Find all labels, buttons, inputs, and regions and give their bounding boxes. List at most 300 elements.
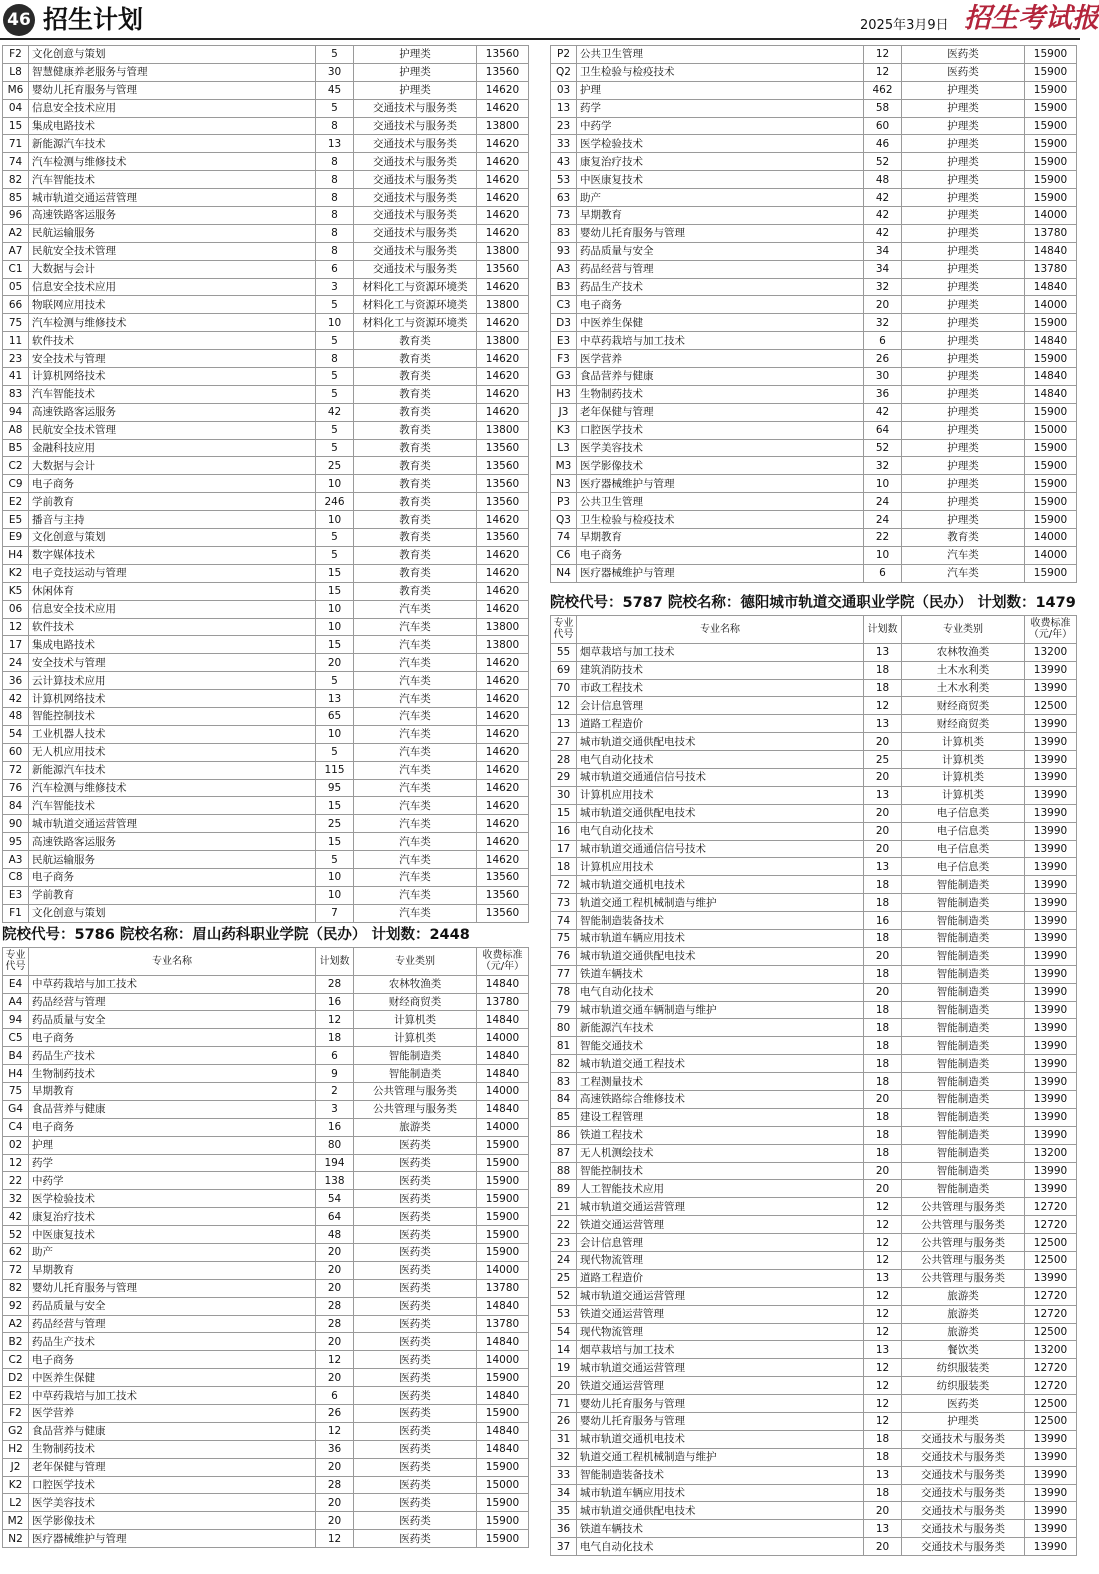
tuition-fee: 15900 (1025, 46, 1077, 64)
major-code: E2 (3, 1387, 29, 1405)
major-name: 早期教育 (577, 529, 864, 547)
plan-count: 12 (864, 1305, 902, 1323)
table-row (3, 690, 529, 708)
table-row (551, 546, 1077, 564)
tuition-fee: 13560 (477, 868, 529, 886)
tuition-fee: 13990 (1025, 1538, 1077, 1556)
plan-count: 18 (864, 876, 902, 894)
plan-count: 25 (864, 751, 902, 769)
table-row (551, 1198, 1077, 1216)
major-name: 城市轨道交通运营管理 (577, 1198, 864, 1216)
major-code: 43 (551, 153, 577, 171)
tuition-fee: 14000 (1025, 207, 1077, 225)
table-row (551, 912, 1077, 930)
major-name: 电子竞技运动与管理 (29, 564, 316, 582)
plan-count: 18 (864, 894, 902, 912)
major-category: 纺织服装类 (902, 1359, 1025, 1377)
tuition-fee: 13990 (1025, 1430, 1077, 1448)
table-row (551, 385, 1077, 403)
plan-count: 42 (316, 403, 354, 421)
major-category: 智能制造类 (902, 876, 1025, 894)
tuition-fee: 13200 (1025, 1341, 1077, 1359)
major-code: 02 (3, 1136, 29, 1154)
plan-count: 24 (864, 511, 902, 529)
major-category: 材料化工与资源环境类 (354, 314, 477, 332)
tuition-fee: 12500 (1025, 1252, 1077, 1270)
table-row (3, 546, 529, 564)
major-name: 药品经营与管理 (29, 1315, 316, 1333)
plan-count: 18 (864, 1001, 902, 1019)
plan-count: 20 (316, 1369, 354, 1387)
header-major-code: 专业代号 (3, 947, 29, 975)
major-name: 智能交通技术 (577, 1037, 864, 1055)
major-code: E2 (3, 493, 29, 511)
table-row (551, 894, 1077, 912)
tuition-fee: 15900 (1025, 63, 1077, 81)
major-code: L8 (3, 63, 29, 81)
major-code: 71 (3, 135, 29, 153)
major-code: B2 (3, 1333, 29, 1351)
plan-count: 18 (864, 1126, 902, 1144)
tuition-fee: 14000 (1025, 546, 1077, 564)
tuition-fee: 13990 (1025, 1180, 1077, 1198)
tuition-fee: 13990 (1025, 715, 1077, 733)
major-name: 道路工程造价 (577, 715, 864, 733)
major-name: 早期教育 (577, 207, 864, 225)
plan-count: 8 (316, 350, 354, 368)
table-row (3, 1261, 529, 1279)
major-code: 52 (3, 1226, 29, 1244)
major-code: 54 (551, 1323, 577, 1341)
major-code: Q2 (551, 63, 577, 81)
major-name: 会计信息管理 (577, 1234, 864, 1252)
major-code: P3 (551, 493, 577, 511)
table-row (551, 1126, 1077, 1144)
tuition-fee: 14000 (477, 1351, 529, 1369)
table-row (551, 643, 1077, 661)
plan-count: 5 (316, 368, 354, 386)
major-name: 电子商务 (29, 868, 316, 886)
plan-count: 20 (864, 1502, 902, 1520)
major-name: 中医康复技术 (29, 1226, 316, 1244)
table-row (3, 886, 529, 904)
major-code: 93 (551, 242, 577, 260)
table-row (3, 135, 529, 153)
tuition-fee: 14620 (477, 815, 529, 833)
tuition-fee: 15900 (477, 1136, 529, 1154)
tuition-fee: 13800 (477, 618, 529, 636)
major-code: C3 (551, 296, 577, 314)
plan-count: 5 (316, 529, 354, 547)
major-code: 62 (3, 1244, 29, 1262)
major-name: 医学影像技术 (29, 1512, 316, 1530)
major-category: 医药类 (902, 63, 1025, 81)
table-row (551, 1430, 1077, 1448)
major-category: 材料化工与资源环境类 (354, 296, 477, 314)
table-row (3, 1494, 529, 1512)
table-row (551, 1252, 1077, 1270)
major-category: 汽车类 (354, 636, 477, 654)
major-name: 文化创意与策划 (29, 904, 316, 922)
major-category: 智能制造类 (902, 1055, 1025, 1073)
table-row (551, 1395, 1077, 1413)
major-code: 48 (3, 707, 29, 725)
major-name: 城市轨道交通工程技术 (577, 1055, 864, 1073)
table-row (3, 99, 529, 117)
major-name: 学前教育 (29, 493, 316, 511)
tuition-fee: 13780 (1025, 260, 1077, 278)
major-category: 汽车类 (354, 851, 477, 869)
plan-count: 8 (316, 153, 354, 171)
major-code: 72 (3, 761, 29, 779)
plan-count: 20 (864, 983, 902, 1001)
major-name: 卫生检验与检疫技术 (577, 63, 864, 81)
plan-count: 115 (316, 761, 354, 779)
plan-count: 18 (864, 1108, 902, 1126)
major-category: 智能制造类 (902, 965, 1025, 983)
tuition-fee: 14620 (477, 153, 529, 171)
major-code: 22 (3, 1172, 29, 1190)
tuition-fee: 13200 (1025, 1144, 1077, 1162)
plan-count: 20 (316, 1512, 354, 1530)
table-row (3, 1422, 529, 1440)
major-category: 教育类 (354, 439, 477, 457)
major-code: 20 (551, 1377, 577, 1395)
major-code: 72 (551, 876, 577, 894)
major-code: 23 (551, 117, 577, 135)
plan-count: 10 (316, 618, 354, 636)
major-category: 护理类 (902, 278, 1025, 296)
tuition-fee: 13990 (1025, 1090, 1077, 1108)
major-category: 教育类 (354, 332, 477, 350)
plan-count: 10 (316, 511, 354, 529)
header-major-name: 专业名称 (577, 615, 864, 643)
major-category: 汽车类 (902, 564, 1025, 582)
major-category: 护理类 (354, 46, 477, 64)
major-category: 医药类 (354, 1458, 477, 1476)
tuition-fee: 15900 (1025, 171, 1077, 189)
major-code: 17 (551, 840, 577, 858)
table-row (551, 1359, 1077, 1377)
major-name: 数字媒体技术 (29, 546, 316, 564)
major-code: 37 (551, 1538, 577, 1556)
major-category: 医药类 (354, 1405, 477, 1423)
major-name: 护理 (29, 1136, 316, 1154)
table-row (3, 1279, 529, 1297)
tuition-fee: 14840 (477, 1100, 529, 1118)
major-category: 医药类 (354, 1226, 477, 1244)
major-category: 护理类 (902, 403, 1025, 421)
major-category: 医药类 (354, 1530, 477, 1548)
major-code: 25 (551, 1269, 577, 1287)
plan-count: 18 (864, 1019, 902, 1037)
plan-count: 13 (864, 858, 902, 876)
tuition-fee: 15900 (1025, 439, 1077, 457)
tuition-fee: 12500 (1025, 1395, 1077, 1413)
tuition-fee: 13800 (477, 421, 529, 439)
major-code: B3 (551, 278, 577, 296)
tuition-fee: 13990 (1025, 912, 1077, 930)
major-name: 铁道车辆技术 (577, 965, 864, 983)
major-category: 旅游类 (354, 1118, 477, 1136)
major-name: 城市轨道交通通信信号技术 (577, 840, 864, 858)
major-name: 安全技术与管理 (29, 350, 316, 368)
major-code: F3 (551, 350, 577, 368)
plan-count: 30 (864, 368, 902, 386)
plan-count: 32 (864, 278, 902, 296)
plan-count: 64 (864, 421, 902, 439)
table-row (3, 797, 529, 815)
table-row (3, 672, 529, 690)
table-row (551, 858, 1077, 876)
major-code: 84 (3, 797, 29, 815)
major-code: F2 (3, 1405, 29, 1423)
tuition-fee: 14620 (477, 600, 529, 618)
plan-count: 10 (316, 475, 354, 493)
tuition-fee: 13780 (477, 993, 529, 1011)
table-row (551, 350, 1077, 368)
major-code: 15 (3, 117, 29, 135)
major-category: 旅游类 (902, 1323, 1025, 1341)
major-code: C6 (551, 546, 577, 564)
major-name: 生物制药技术 (29, 1440, 316, 1458)
tuition-fee: 13990 (1025, 894, 1077, 912)
major-code: 73 (551, 894, 577, 912)
table-row (3, 529, 529, 547)
table-row (3, 654, 529, 672)
major-code: 83 (551, 1073, 577, 1091)
major-name: 助产 (29, 1244, 316, 1262)
major-code: F1 (3, 904, 29, 922)
major-category: 纺织服装类 (902, 1377, 1025, 1395)
table-row (3, 1190, 529, 1208)
major-name: 医学营养 (577, 350, 864, 368)
tuition-fee: 15000 (477, 1476, 529, 1494)
plan-count: 28 (316, 975, 354, 993)
plan-count: 5 (316, 332, 354, 350)
major-category: 护理类 (902, 99, 1025, 117)
major-name: 公共卫生管理 (577, 46, 864, 64)
plan-count: 20 (864, 1162, 902, 1180)
table-row (551, 786, 1077, 804)
major-name: 智能制造装备技术 (577, 912, 864, 930)
major-name: 城市轨道交通车辆制造与维护 (577, 1001, 864, 1019)
tuition-fee: 13800 (477, 242, 529, 260)
tuition-fee: 13560 (477, 457, 529, 475)
plan-count: 10 (316, 725, 354, 743)
tuition-fee: 15900 (477, 1190, 529, 1208)
major-category: 医药类 (354, 1297, 477, 1315)
table-row (3, 439, 529, 457)
tuition-fee: 13800 (477, 296, 529, 314)
major-category: 医药类 (354, 1261, 477, 1279)
major-category: 护理类 (902, 1413, 1025, 1431)
table-row (551, 529, 1077, 547)
plan-count: 36 (864, 385, 902, 403)
major-category: 智能制造类 (902, 1126, 1025, 1144)
plan-count: 18 (864, 1430, 902, 1448)
major-name: 医疗器械维护与管理 (577, 564, 864, 582)
major-category: 医药类 (354, 1136, 477, 1154)
plan-count: 20 (864, 768, 902, 786)
major-category: 电子信息类 (902, 822, 1025, 840)
major-category: 护理类 (902, 385, 1025, 403)
table-row (551, 1413, 1077, 1431)
major-name: 休闲体育 (29, 582, 316, 600)
major-category: 智能制造类 (902, 1037, 1025, 1055)
major-code: 34 (551, 1484, 577, 1502)
major-name: 新能源汽车技术 (577, 1019, 864, 1037)
major-category: 医药类 (902, 1395, 1025, 1413)
school-5787-table (550, 615, 1077, 1556)
major-category: 汽车类 (354, 743, 477, 761)
major-name: 口腔医学技术 (29, 1476, 316, 1494)
major-code: 23 (551, 1234, 577, 1252)
tuition-fee: 14840 (477, 1333, 529, 1351)
tuition-fee: 13560 (477, 529, 529, 547)
major-category: 汽车类 (354, 797, 477, 815)
major-category: 智能制造类 (902, 1001, 1025, 1019)
tuition-fee: 14840 (477, 1047, 529, 1065)
major-category: 汽车类 (354, 886, 477, 904)
table-row (3, 224, 529, 242)
plan-count: 18 (864, 1448, 902, 1466)
major-name: 智能控制技术 (577, 1162, 864, 1180)
major-code: 32 (3, 1190, 29, 1208)
plan-count: 12 (864, 1395, 902, 1413)
major-code: D2 (3, 1369, 29, 1387)
major-category: 护理类 (354, 63, 477, 81)
major-code: 35 (551, 1502, 577, 1520)
major-name: 护理 (577, 81, 864, 99)
table-row (551, 81, 1077, 99)
major-category: 交通技术与服务类 (902, 1520, 1025, 1538)
major-name: 铁道车辆技术 (577, 1520, 864, 1538)
major-category: 护理类 (902, 171, 1025, 189)
tuition-fee: 14620 (477, 207, 529, 225)
major-code: 70 (551, 679, 577, 697)
tuition-fee: 14000 (1025, 529, 1077, 547)
tuition-fee: 14000 (477, 1261, 529, 1279)
major-name: 汽车检测与维修技术 (29, 314, 316, 332)
table-row (551, 117, 1077, 135)
plan-count: 26 (864, 350, 902, 368)
plan-count: 13 (864, 1269, 902, 1287)
table-row (3, 242, 529, 260)
major-category: 医药类 (354, 1494, 477, 1512)
major-code: 24 (3, 654, 29, 672)
major-category: 农林牧渔类 (354, 975, 477, 993)
table-row (551, 457, 1077, 475)
table-row (3, 707, 529, 725)
plan-count: 9 (316, 1065, 354, 1083)
major-category: 汽车类 (354, 904, 477, 922)
table-row (551, 224, 1077, 242)
table-row (3, 1011, 529, 1029)
tuition-fee: 13780 (477, 1315, 529, 1333)
major-name: 软件技术 (29, 332, 316, 350)
major-category: 医药类 (354, 1279, 477, 1297)
major-name: 婴幼儿托育服务与管理 (577, 224, 864, 242)
plan-count: 28 (316, 1315, 354, 1333)
major-category: 汽车类 (902, 546, 1025, 564)
plan-count: 12 (864, 1413, 902, 1431)
major-code: 30 (551, 786, 577, 804)
tuition-fee: 14620 (477, 654, 529, 672)
plan-count: 24 (864, 493, 902, 511)
major-name: 文化创意与策划 (29, 46, 316, 64)
major-category: 智能制造类 (902, 1073, 1025, 1091)
tuition-fee: 12500 (1025, 697, 1077, 715)
tuition-fee: 14000 (477, 1029, 529, 1047)
major-name: 城市轨道车辆应用技术 (577, 929, 864, 947)
plan-count: 42 (864, 403, 902, 421)
table-row (551, 965, 1077, 983)
tuition-fee: 12720 (1025, 1287, 1077, 1305)
plan-count: 18 (316, 1029, 354, 1047)
plan-count: 25 (316, 457, 354, 475)
table-row (551, 1538, 1077, 1556)
tuition-fee: 13800 (477, 117, 529, 135)
tuition-fee: 13780 (1025, 224, 1077, 242)
major-category: 汽车类 (354, 815, 477, 833)
plan-count: 18 (864, 1484, 902, 1502)
major-name: 智慧健康养老服务与管理 (29, 63, 316, 81)
major-category: 公共管理与服务类 (902, 1252, 1025, 1270)
major-code: K5 (3, 582, 29, 600)
major-code: 82 (3, 171, 29, 189)
major-code: Q3 (551, 511, 577, 529)
tuition-fee: 14620 (477, 171, 529, 189)
major-code: 75 (3, 1082, 29, 1100)
major-code: A3 (551, 260, 577, 278)
table-row (3, 1136, 529, 1154)
plan-count: 12 (316, 1351, 354, 1369)
major-category: 护理类 (902, 260, 1025, 278)
major-name: 文化创意与策划 (29, 529, 316, 547)
table-row (3, 189, 529, 207)
table-row (551, 1269, 1077, 1287)
table-row (551, 153, 1077, 171)
plan-count: 32 (864, 314, 902, 332)
tuition-fee: 14620 (477, 851, 529, 869)
major-code: J3 (551, 403, 577, 421)
major-category: 公共管理与服务类 (902, 1198, 1025, 1216)
plan-count: 48 (316, 1226, 354, 1244)
major-code: 06 (3, 600, 29, 618)
major-name: 城市轨道交通通信信号技术 (577, 768, 864, 786)
plan-count: 12 (864, 1359, 902, 1377)
major-name: 铁道工程技术 (577, 1126, 864, 1144)
major-code: 66 (3, 296, 29, 314)
major-name: 电气自动化技术 (577, 983, 864, 1001)
tuition-fee: 14620 (477, 582, 529, 600)
plan-count: 42 (864, 189, 902, 207)
table-row (551, 768, 1077, 786)
plan-count: 3 (316, 1100, 354, 1118)
major-name: 市政工程技术 (577, 679, 864, 697)
plan-count: 10 (316, 314, 354, 332)
major-name: 新能源汽车技术 (29, 761, 316, 779)
major-code: 42 (3, 1208, 29, 1226)
major-code: 42 (3, 690, 29, 708)
major-category: 汽车类 (354, 707, 477, 725)
table-row (551, 929, 1077, 947)
major-code: 22 (551, 1216, 577, 1234)
plan-count: 36 (316, 1440, 354, 1458)
major-category: 汽车类 (354, 690, 477, 708)
major-category: 汽车类 (354, 672, 477, 690)
